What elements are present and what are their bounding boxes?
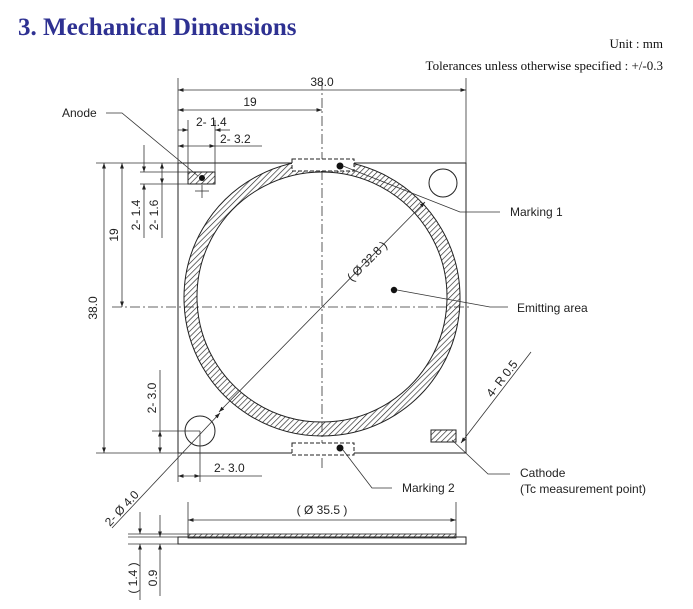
anode-leader xyxy=(106,113,198,176)
dim-pad-x-2: 2- 3.2 xyxy=(220,132,251,146)
dim-emitting-diameter: ( Ø 32.8 ) xyxy=(344,238,390,285)
marking-2-dot xyxy=(337,445,344,452)
dim-pad-x-1: 2- 1.4 xyxy=(196,115,227,129)
cathode-label: Cathode xyxy=(520,466,566,480)
marking-1-label: Marking 1 xyxy=(510,205,563,219)
emitting-area-dot xyxy=(391,287,397,293)
dim-side-thickness-total: ( 1.4 ) xyxy=(126,562,140,594)
tolerance-note: Tolerances unless otherwise specified : +/-0.3 xyxy=(425,58,663,73)
cathode-leader xyxy=(452,440,510,474)
anode-label: Anode xyxy=(62,106,97,120)
marking-tab-bottom xyxy=(292,443,354,455)
marking-tab-top xyxy=(292,159,354,171)
tc-point-label: (Tc measurement point) xyxy=(520,482,647,496)
dim-width: 38.0 xyxy=(310,75,334,89)
emitting-area-label: Emitting area xyxy=(517,301,588,315)
side-view-resin xyxy=(188,534,456,538)
dim-side-thickness-substrate: 0.9 xyxy=(146,569,160,587)
marking-2-leader xyxy=(343,450,392,488)
dim-pad-y-2: 2- 1.6 xyxy=(147,199,161,231)
marking-2-label: Marking 2 xyxy=(402,481,455,495)
dim-half-height: 19 xyxy=(107,228,121,242)
dim-hole-diameter: 2- Ø 4.0 xyxy=(101,487,142,530)
dim-pad-y-1: 2- 1.4 xyxy=(129,199,143,231)
dim-side-diameter: ( Ø 35.5 ) xyxy=(296,503,348,517)
mounting-hole-top-right xyxy=(429,169,457,197)
dim-hole-x: 2- 3.0 xyxy=(214,461,245,475)
dim-half-width: 19 xyxy=(243,95,257,109)
dim-hole-y: 2- 3.0 xyxy=(145,382,159,414)
anode-dot xyxy=(199,175,205,181)
marking-1-dot xyxy=(337,163,344,170)
section-title: 3. Mechanical Dimensions xyxy=(18,14,297,41)
dim-height: 38.0 xyxy=(86,296,100,320)
unit-note: Unit : mm xyxy=(609,36,663,51)
corner-radius-label: 4- R 0.5 xyxy=(483,357,521,400)
